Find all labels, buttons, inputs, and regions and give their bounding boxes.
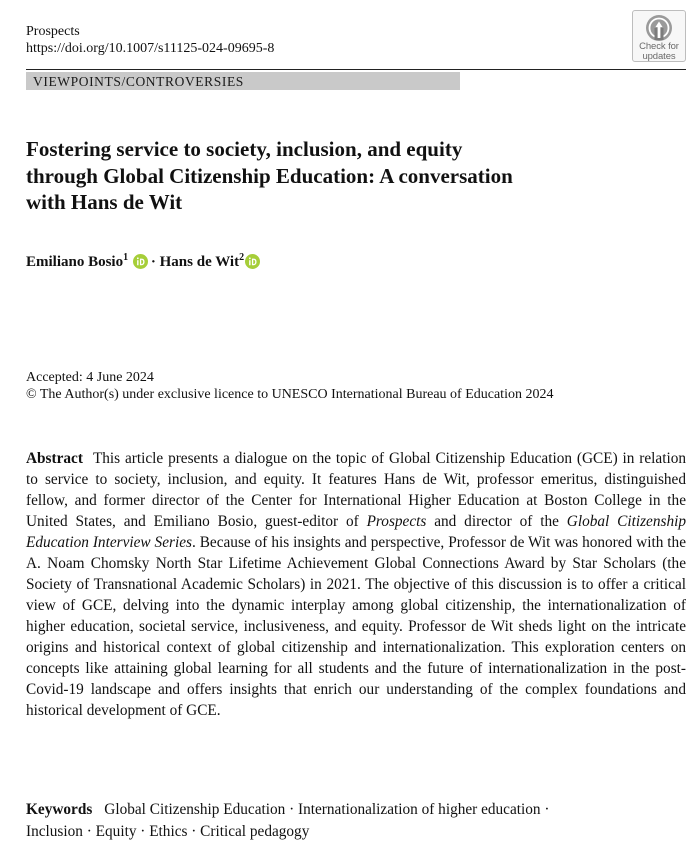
abstract-series-name: Global Citizenship Education Interview Series bbox=[26, 513, 686, 551]
journal-header bbox=[26, 23, 274, 57]
orcid-icon[interactable] bbox=[245, 254, 260, 269]
abstract-text-part-3: . Because of his insights and perspective, Professor de Wit was honored with the A. Noam Chomsky North Star Lifetime Achievement Global Connections Award by Star Scholars (the Society of Transnational Academic Scholars) in 2021. The objective of this discussion is to offer a critical view of GCE, delving into the dynamic interplay among global citizenship, the internationalization of higher education, societal service, inclusiveness, and equity. Professor de Wit sheds light on the intricate origins and historical context of global citizenship and internationalization. This exploration centers on concepts like attaining global learning for all students and the future of internationalization in the post-Covid-19 landscape and offers insights that enrich our understanding of the complex foundations and historical development of GCE. bbox=[26, 534, 686, 719]
author-name[interactable]: Hans de Wit bbox=[159, 254, 240, 270]
keywords-label: Keywords bbox=[26, 801, 93, 818]
header-divider bbox=[26, 69, 686, 70]
author-list bbox=[26, 248, 263, 272]
title-line-1: Fostering service to society, inclusion, and equity bbox=[26, 137, 463, 161]
section-label: VIEWPOINTS/CONTROVERSIES bbox=[26, 72, 460, 90]
copyright-notice: © The Author(s) under exclusive licence to UNESCO International Bureau of Education 2024 bbox=[26, 387, 554, 402]
abstract-journal-name: Prospects bbox=[366, 513, 427, 530]
author-name[interactable]: Emiliano Bosio bbox=[26, 254, 124, 270]
abstract bbox=[26, 448, 686, 721]
article-title bbox=[26, 136, 666, 216]
crossmark-label-line2: updates bbox=[642, 51, 676, 62]
title-line-2: through Global Citizenship Education: A conversation bbox=[26, 163, 513, 188]
abstract-label: Abstract bbox=[26, 450, 83, 467]
doi-link[interactable]: https://doi.org/10.1007/s11125-024-09695-8 bbox=[26, 41, 275, 56]
accepted-date: Accepted: 4 June 2024 bbox=[26, 370, 154, 385]
journal-name: Prospects bbox=[26, 24, 80, 39]
publication-dates bbox=[26, 369, 553, 403]
author-affiliation: 1 bbox=[123, 252, 129, 263]
keywords-line-2: Inclusion · Equity · Ethics · Critical pedagogy bbox=[26, 823, 310, 840]
keywords-line-1: Global Citizenship Education · Internationalization of higher education · bbox=[104, 801, 550, 818]
orcid-icon[interactable] bbox=[133, 254, 148, 269]
check-for-updates-badge[interactable] bbox=[632, 10, 686, 62]
abstract-text-part-2: and director of the bbox=[434, 513, 559, 530]
author-affiliation: 2 bbox=[239, 252, 245, 263]
crossmark-icon bbox=[645, 14, 673, 42]
title-line-3: with Hans de Wit bbox=[26, 190, 183, 214]
keywords bbox=[26, 799, 686, 843]
crossmark-label-line1: Check for bbox=[639, 41, 679, 52]
author-separator: · bbox=[150, 254, 156, 270]
abstract-text-part-1: This article presents a dialogue on the topic of Global Citizenship Education (GCE) in relation to service to society, inclusion, and equity. It features Hans de Wit, professor emeritus, distinguished fellow, and former director of the Center for International Higher Education at Boston College in the United States, and Emiliano Bosio, guest-editor of bbox=[26, 450, 686, 530]
